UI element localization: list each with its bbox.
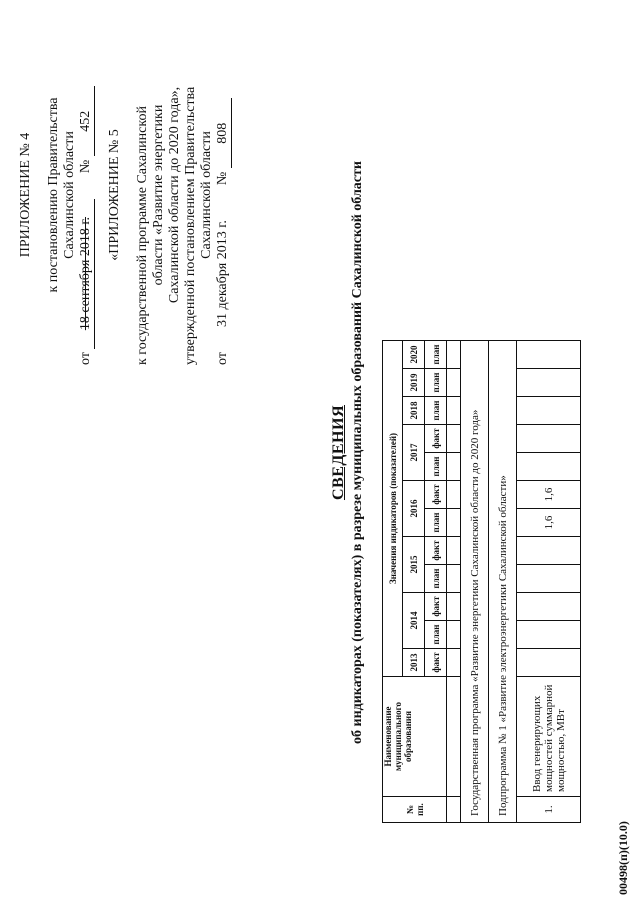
subappendix-date: 31 декабря 2013 г. — [215, 220, 230, 327]
program-title: Государственная программа «Развитие энергетики Сахалинской области до 2020 года» — [461, 341, 489, 823]
document-code: 00498(п)(10.0) — [616, 821, 630, 895]
year-cell: 2015 — [403, 537, 425, 593]
row-value: 1,6 — [517, 509, 581, 537]
year-cell: 2018 — [403, 397, 425, 425]
program-row — [461, 341, 489, 823]
subappendix-line: к государственной программе Сахалинской — [135, 106, 150, 365]
year-cell: 2019 — [403, 369, 425, 397]
subprogram-row — [489, 341, 517, 823]
subappendix-number: «ПРИЛОЖЕНИЕ № 5 — [107, 129, 122, 261]
year-cell: 2017 — [403, 425, 425, 481]
header-values: Значения индикаторов (показателей) — [383, 341, 403, 677]
sub-cell: факт — [425, 537, 447, 565]
row-value: 1,6 — [517, 481, 581, 509]
appendix-number: ПРИЛОЖЕНИЕ № 4 — [18, 132, 33, 258]
sub-cell: план — [425, 341, 447, 369]
year-cell: 2014 — [403, 593, 425, 649]
sub-cell: факт — [425, 649, 447, 677]
row-value — [517, 341, 581, 369]
appendix-line: Сахалинской области — [62, 131, 77, 259]
spacer-row — [447, 341, 461, 823]
page-subtitle: об индикаторах (показателях) в разрезе муниципальных образований Сахалинской области — [350, 161, 365, 744]
subappendix-num: 808 — [215, 98, 232, 168]
appendix-block — [18, 25, 232, 365]
row-value — [517, 649, 581, 677]
subappendix-date-line: от 31 декабря 2013 г. № 808 — [215, 25, 232, 365]
row-value — [517, 425, 581, 453]
row-value — [517, 621, 581, 649]
sub-cell: факт — [425, 425, 447, 453]
sub-cell: план — [425, 397, 447, 425]
subappendix-line: Сахалинской области до 2020 года», — [167, 86, 182, 304]
subappendix-line: утвержденной постановлением Правительства — [183, 86, 198, 365]
row-num: 1. — [517, 797, 581, 823]
year-cell: 2013 — [403, 649, 425, 677]
year-cell: 2016 — [403, 481, 425, 537]
appendix-line: к постановлению Правительства — [46, 97, 61, 293]
page-title: СВЕДЕНИЯ — [330, 404, 347, 501]
header-row — [383, 341, 403, 823]
subappendix-line: Сахалинской области — [199, 131, 214, 259]
sub-cell: факт — [425, 593, 447, 621]
sub-cell: план — [425, 369, 447, 397]
year-cell: 2020 — [403, 341, 425, 369]
sub-cell: план — [425, 621, 447, 649]
subprogram-title: Подпрограмма № 1 «Развитие электроэнергетики Сахалинской области» — [489, 341, 517, 823]
sub-cell: план — [425, 565, 447, 593]
header-num: № пп. — [383, 797, 447, 823]
appendix-num: 452 — [78, 86, 95, 156]
row-value — [517, 537, 581, 565]
subappendix-line: области «Развитие энергетики — [151, 104, 166, 286]
appendix-date: 18 сентября 2018 г. — [78, 199, 95, 349]
row-value — [517, 369, 581, 397]
sub-cell: план — [425, 453, 447, 481]
row-name: Ввод генерирующих мощностей суммарной мощностью, МВт — [517, 677, 581, 797]
sub-cell: план — [425, 509, 447, 537]
table-row — [517, 341, 581, 823]
row-value — [517, 397, 581, 425]
row-value — [517, 453, 581, 481]
appendix-date-line: от 18 сентября 2018 г. № 452 — [78, 25, 95, 365]
row-value — [517, 565, 581, 593]
indicators-table — [382, 340, 581, 823]
title-block — [330, 0, 366, 905]
row-value — [517, 593, 581, 621]
sub-cell: факт — [425, 481, 447, 509]
header-name: Наименование муниципального образования — [383, 677, 447, 797]
